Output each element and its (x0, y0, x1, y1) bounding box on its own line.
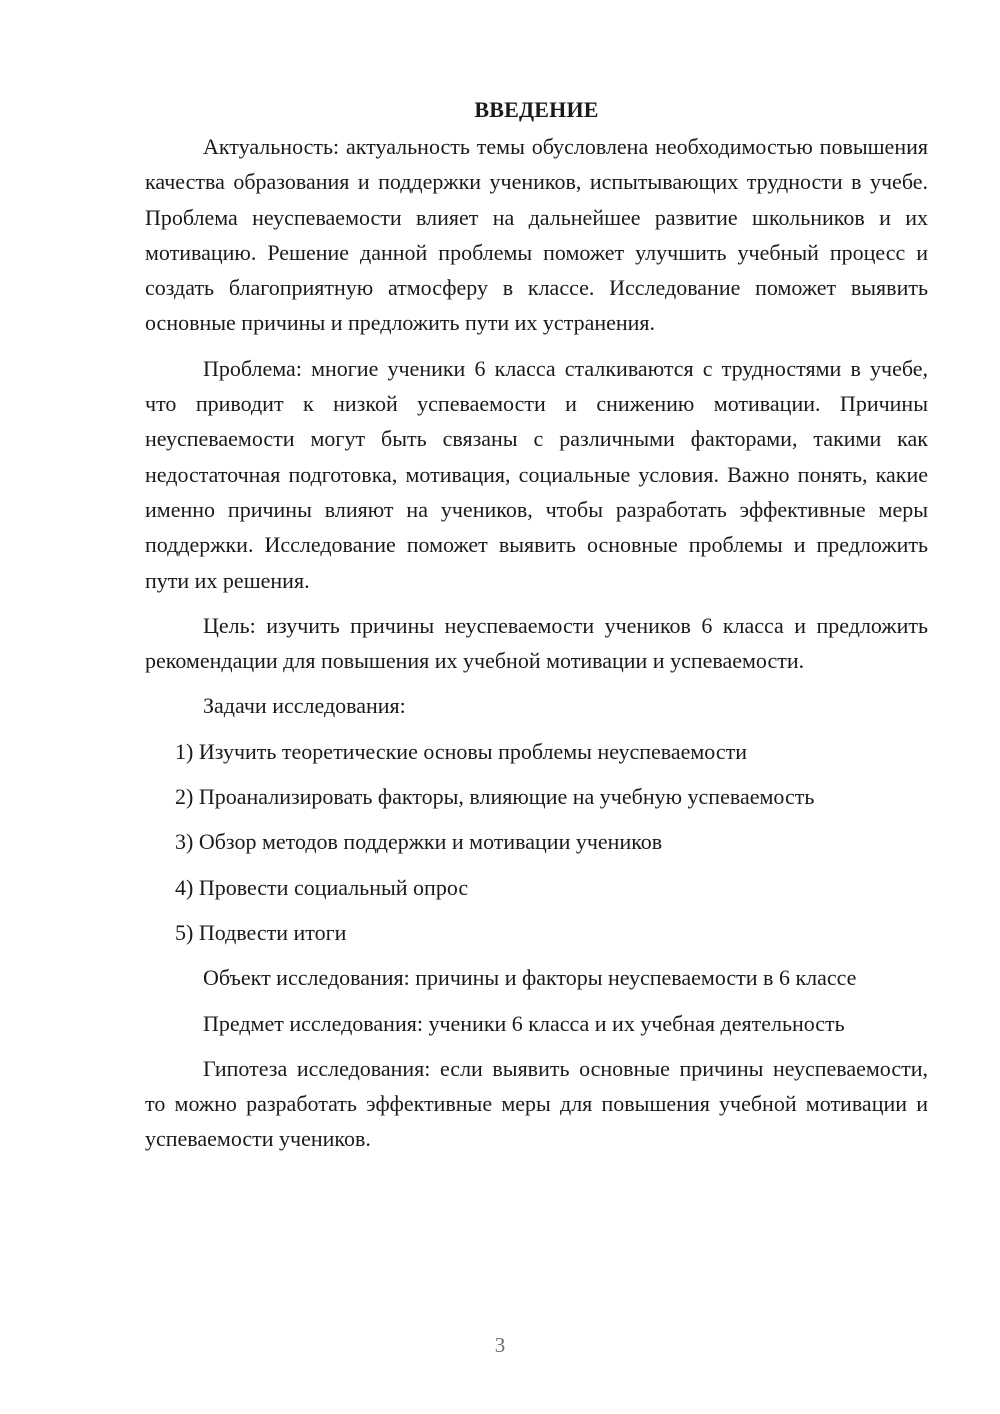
task-item: 3) Обзор методов поддержки и мотивации учеников (175, 829, 663, 855)
subject-paragraph: Предмет исследования: ученики 6 класса и их учебная деятельность (203, 1010, 845, 1036)
task-item: 1) Изучить теоретические основы проблемы неуспеваемости (175, 738, 747, 764)
problem-paragraph: Проблема: многие ученики 6 класса сталкиваются с трудностями в учебе, что приводит к низкой успеваемости и снижению мотивации. Причины неуспеваемости могут быть связаны с различными факторами, такими как недостаточная подготовка, мотивация, социальные условия. Важно понять, какие именно причины влияют на учеников, чтобы разработать эффективные меры поддержки. Исследование поможет выявить основные проблемы и предложить пути их решения. (145, 355, 928, 593)
page-title: ВВЕДЕНИЕ (474, 97, 599, 122)
task-item: 5) Подвести итоги (175, 919, 347, 945)
document-page (145, 92, 928, 1157)
object-paragraph: Объект исследования: причины и факторы неуспеваемости в 6 классе (203, 965, 857, 991)
task-item: 2) Проанализировать факторы, влияющие на учебную успеваемость (175, 784, 815, 810)
goal-paragraph: Цель: изучить причины неуспеваемости учеников 6 класса и предложить рекомендации для повышения их учебной мотивации и успеваемости. (145, 612, 928, 674)
hypothesis-paragraph: Гипотеза исследования: если выявить основные причины неуспеваемости, то можно разработать эффективные меры для повышения учебной мотивации и успеваемости учеников. (145, 1055, 928, 1152)
tasks-heading: Задачи исследования: (203, 693, 406, 719)
page-number: 3 (494, 1333, 506, 1357)
relevance-paragraph: Актуальность: актуальность темы обусловлена необходимостью повышения качества образования и поддержки учеников, испытывающих трудности в учебе. Проблема неуспеваемости влияет на дальнейшее развитие школьников и их мотивацию. Решение данной проблемы поможет улучшить учебный процесс и создать благоприятную атмосферу в классе. Исследование поможет выявить основные причины и предложить пути их устранения. (145, 134, 928, 336)
task-item: 4) Провести социальный опрос (175, 874, 469, 900)
